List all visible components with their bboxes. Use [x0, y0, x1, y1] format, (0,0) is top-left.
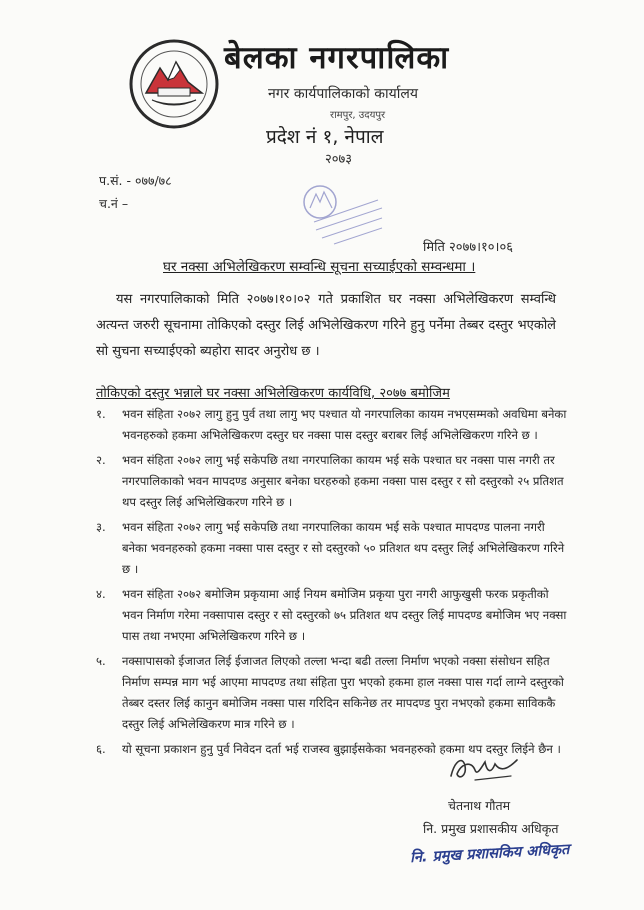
- office-address: रामपुर, उदयपुर: [330, 110, 386, 121]
- list-item: [96, 584, 572, 647]
- item-number: ३.: [96, 520, 106, 534]
- item-number: २.: [96, 453, 106, 467]
- office-stamp: [278, 178, 390, 250]
- item-number: ५.: [96, 654, 106, 668]
- item-text: भवन संहिता २०७२ लागु हुनु पुर्व तथा लागु भए पश्चात यो नगरपालिका कायम नभएसम्मको अवधिमा बनेका भवनहरुको हकमा अभिलेखिकरण दस्तुर घर नक्सा पास दस्तुर बराबर लिई अभिलेखिकरण गरिने छ ।: [122, 407, 567, 442]
- letter-number: प.सं. - ०७७/७८: [99, 173, 172, 188]
- rules-list: [96, 404, 572, 760]
- item-text: नक्सापासको ईजाजत लिई ईजाजत लिएको तल्ला भन्दा बढी तल्ला निर्माण भएको नक्सा संसोधन सहित निर्माण सम्पन्न माग भई आएमा मापदण्ड तथा संहिता पुरा भएको हकमा हाल नक्सा पास गर्दा लाग्ने दस्तुरको तेब्बर दस्तर लिई कानुन बमोजिम नक्सा पास गरिदिन सकिनेछ तर मापदण्ड पुरा नभएको हकमा साविककै दस्तुर लिई अभिलेखिकरण मात्र गरिने छ ।: [122, 654, 564, 731]
- item-text: भवन संहिता २०७२ बमोजिम प्रकृयामा आई नियम बमोजिम प्रकृया पुरा नगरी आफुखुसी फरक प्रकृतीको भवन निर्माण गरेमा नक्सापास दस्तुर र सो दस्तुरको ७५ प्रतिशत थप दस्तुर लिई मापदण्ड बमोजिम भए नक्सा पास तथा नभएमा अभिलेखिकरण गरिने छ ।: [122, 587, 567, 643]
- notice-date: मिति २०७७।१०।०६: [423, 240, 513, 255]
- section-heading: तोकिएको दस्तुर भन्नाले घर नक्सा अभिलेखिकरण कार्यविधि, २०७७ बमोजिम: [96, 386, 450, 401]
- designation-seal: नि. प्रमुख प्रशासकिय अधिकृत: [409, 841, 570, 867]
- header-year: २०७३: [325, 152, 353, 167]
- item-text: भवन संहिता २०७२ लागु भई सकेपछि तथा नगरपालिका कायम भई सके पश्चात घर नक्सा पास नगरी तर नगरपालिकाको भवन मापदण्ड अनुसार बनेका घरहरुको हकमा नक्सा पास दस्तुर र सो दस्तुरको २५ प्रतिशत थप दस्तुर लिई अभिलेखिकरण गरिने छ ।: [122, 453, 564, 509]
- org-name: बेलका नगरपालिका: [224, 40, 450, 76]
- item-number: १.: [96, 407, 106, 421]
- item-number: ४.: [96, 587, 106, 601]
- office-name: नगर कार्यपालिकाको कार्यालय: [268, 86, 418, 102]
- list-item: [96, 450, 572, 513]
- handwritten-signature: [445, 750, 525, 788]
- dispatch-number: च.नं –: [99, 196, 129, 211]
- item-text: भवन संहिता २०७२ लागु भई सकेपछि तथा नगरपालिका कायम भई सके पश्चात मापदण्ड पालना नगरी बनेका भवनहरुको हकमा नक्सा पास दस्तुर र सो दस्तुरको ५० प्रतिशत थप दस्तुर लिई अभिलेखिकरण गरिने छ ।: [122, 520, 565, 576]
- signatory-name: चेतनाथ गौतम: [448, 798, 511, 813]
- municipality-emblem: [128, 38, 220, 130]
- item-number: ६.: [96, 742, 106, 756]
- list-item: [96, 651, 572, 735]
- subject-line: घर नक्सा अभिलेखिकरण सम्वन्धि सूचना सच्याईएको सम्वन्धमा ।: [163, 259, 476, 275]
- body-paragraph: यस नगरपालिकाको मिति २०७७।१०।०२ गते प्रकाशित घर नक्सा अभिलेखिकरण सम्वन्धि अत्यन्त जरुरी सूचनामा तोकिएको दस्तुर लिई अभिलेखिकरण गरिने हुनु पर्नेमा तेब्बर दस्तुर भएकोले सो सुचना सच्याईएको ब्यहोरा सादर अनुरोध छ ।: [96, 292, 556, 359]
- item-text: यो सूचना प्रकाशन हुनु पुर्व निवेदन दर्ता भई राजस्व बुझाईसकेका भवनहरुको हकमा थप दस्तुर लिईने छैन ।: [122, 742, 561, 756]
- province: प्रदेश नं १, नेपाल: [266, 126, 384, 148]
- list-item: [96, 404, 572, 446]
- list-item: [96, 517, 572, 580]
- signatory-title: नि. प्रमुख प्रशासकीय अधिकृत: [423, 821, 559, 836]
